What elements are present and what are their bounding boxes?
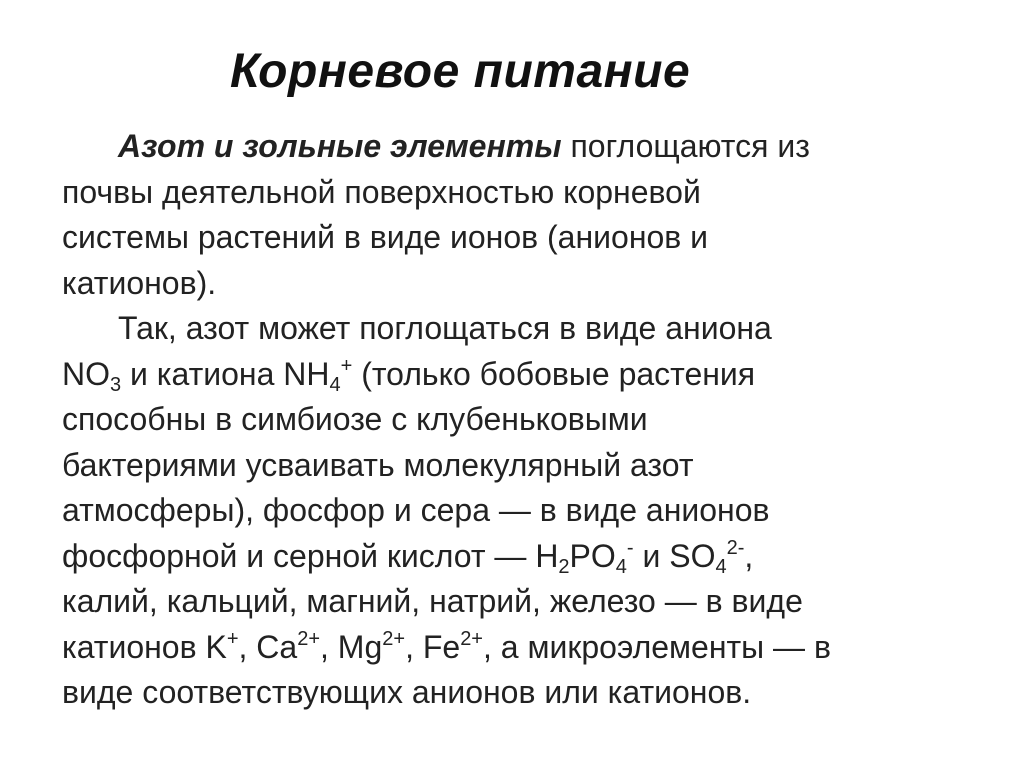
slide-title: Корневое питание	[230, 45, 691, 98]
subscript: 4	[615, 555, 627, 578]
superscript: 2+	[460, 627, 483, 650]
text-line	[62, 534, 1002, 580]
body-text	[62, 124, 1002, 716]
text-run: , а микроэлементы — в	[483, 628, 831, 665]
text-line	[62, 443, 1002, 489]
text-run: NO	[62, 355, 110, 392]
text-run: катионов K	[62, 628, 227, 665]
text-run: PO	[569, 537, 616, 574]
text-run: почвы деятельной поверхностью корневой	[62, 173, 701, 210]
subscript: 4	[715, 555, 727, 578]
superscript: 2+	[382, 627, 406, 650]
text-run: бактериями усваивать молекулярный азот	[62, 446, 694, 483]
text-run: фосфорной и серной кислот — H	[62, 537, 559, 574]
text-run: ,	[744, 537, 754, 574]
subscript: 2	[558, 555, 570, 578]
text-run: способны в симбиозе с клубеньковыми	[62, 401, 648, 437]
text-line	[62, 352, 1002, 398]
text-line	[62, 215, 1002, 261]
text-run: катионов).	[62, 264, 217, 301]
text-line	[62, 124, 1002, 170]
text-run: (только бобовые растения	[352, 355, 756, 392]
text-run: системы растений в виде ионов (анионов и	[62, 219, 709, 255]
text-line	[62, 397, 1002, 443]
text-run: , Fe	[405, 628, 461, 665]
subscript: 4	[329, 373, 341, 396]
text-line	[62, 670, 1002, 716]
text-run: , Ca	[238, 628, 298, 665]
superscript: 2-	[726, 536, 745, 559]
text-run: , Mg	[320, 628, 383, 665]
text-line	[62, 625, 1002, 671]
subscript: 3	[110, 373, 122, 396]
text-run: калий, кальций, магний, натрий, железо — в виде	[62, 583, 803, 619]
superscript: 2+	[297, 627, 321, 650]
text-line	[62, 261, 1002, 307]
text-line	[62, 170, 1002, 216]
text-run: поглощаются из	[561, 128, 810, 164]
text-run: и катиона NH	[121, 355, 330, 392]
text-line	[62, 306, 1002, 352]
text-run: виде соответствующих анионов или катионов.	[62, 674, 752, 710]
text-run: и SO	[633, 537, 716, 574]
text-line	[62, 488, 1002, 534]
superscript: -	[626, 536, 634, 559]
text-run: атмосферы), фосфор и сера — в виде анионов	[62, 492, 770, 528]
superscript: +	[226, 627, 239, 650]
emphasized-text: Азот и зольные элементы	[118, 128, 562, 164]
superscript: +	[340, 354, 353, 377]
text-run: Так, азот может поглощаться в виде аниона	[118, 310, 772, 346]
text-line	[62, 579, 1002, 625]
